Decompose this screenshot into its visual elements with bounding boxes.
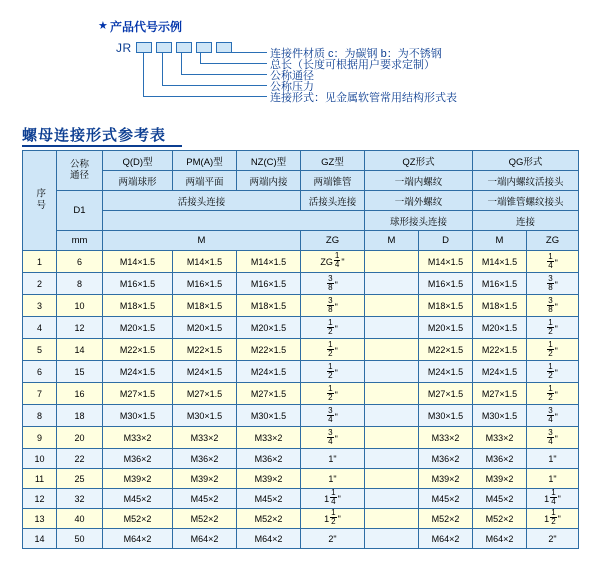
row-qz-m bbox=[365, 361, 419, 383]
code-box-4 bbox=[196, 42, 212, 53]
row-index: 1 bbox=[23, 251, 57, 273]
row-gz-zg: $\frac{1}{2}$ " bbox=[301, 383, 365, 405]
row-nz-m: M22×1.5 bbox=[237, 339, 301, 361]
row-pm-m: M18×1.5 bbox=[173, 295, 237, 317]
row-gz-zg: $\frac{3}{8}$ " bbox=[301, 295, 365, 317]
row-pm-m: M52×2 bbox=[173, 509, 237, 529]
row-pm-m: M27×1.5 bbox=[173, 383, 237, 405]
row-pm-m: M45×2 bbox=[173, 489, 237, 509]
header-conn-qz: 一端外螺纹 bbox=[365, 191, 473, 211]
row-pm-m: M36×2 bbox=[173, 449, 237, 469]
row-qz-m bbox=[365, 509, 419, 529]
row-dn: 40 bbox=[57, 509, 103, 529]
table-row bbox=[23, 405, 579, 427]
row-index: 2 bbox=[23, 273, 57, 295]
row-gz-zg: 1" bbox=[301, 469, 365, 489]
row-qz-m bbox=[365, 273, 419, 295]
row-nz-m: M33×2 bbox=[237, 427, 301, 449]
row-qg-zg: 1" bbox=[527, 469, 579, 489]
header-group-gz: GZ型 bbox=[301, 151, 365, 171]
table-row bbox=[23, 383, 579, 405]
row-qd-m: M39×2 bbox=[103, 469, 173, 489]
row-qd-m: M14×1.5 bbox=[103, 251, 173, 273]
header-unit-qg-m: M bbox=[473, 231, 527, 251]
row-dn: 20 bbox=[57, 427, 103, 449]
row-qg-m: M30×1.5 bbox=[473, 405, 527, 427]
leader-v-2 bbox=[162, 52, 163, 85]
header-type-nz: 两端内接 bbox=[237, 171, 301, 191]
row-pm-m: M14×1.5 bbox=[173, 251, 237, 273]
row-qd-m: M30×1.5 bbox=[103, 405, 173, 427]
header-group-qz: QZ形式 bbox=[365, 151, 473, 171]
row-gz-zg: 2" bbox=[301, 529, 365, 549]
header-conn-qg: 一端锥管螺纹接头 bbox=[473, 191, 579, 211]
row-qz-d: M36×2 bbox=[419, 449, 473, 469]
row-index: 4 bbox=[23, 317, 57, 339]
header-group-qg: QG形式 bbox=[473, 151, 579, 171]
row-qz-m bbox=[365, 251, 419, 273]
row-qz-m bbox=[365, 295, 419, 317]
row-qz-d: M39×2 bbox=[419, 469, 473, 489]
row-dn: 32 bbox=[57, 489, 103, 509]
row-qz-d: M27×1.5 bbox=[419, 383, 473, 405]
header-unit-qz-d: D bbox=[419, 231, 473, 251]
header-row-units bbox=[23, 231, 579, 251]
row-qz-m bbox=[365, 383, 419, 405]
row-pm-m: M20×1.5 bbox=[173, 317, 237, 339]
row-qz-m bbox=[365, 405, 419, 427]
row-gz-zg: 1 $\frac{1}{4}$ " bbox=[301, 489, 365, 509]
row-qg-m: M20×1.5 bbox=[473, 317, 527, 339]
header-ball-qz: 球形接头连接 bbox=[365, 211, 473, 231]
header-row-connection bbox=[23, 191, 579, 211]
row-qg-zg: $\frac{3}{8}$ " bbox=[527, 295, 579, 317]
callout-connection-type: 连接形式：见金属软管常用结构形式表 bbox=[270, 92, 457, 104]
row-qg-zg: 1 $\frac{1}{4}$ " bbox=[527, 489, 579, 509]
row-gz-zg: $\frac{3}{8}$ " bbox=[301, 273, 365, 295]
row-nz-m: M36×2 bbox=[237, 449, 301, 469]
row-qz-m bbox=[365, 449, 419, 469]
row-qz-d: M64×2 bbox=[419, 529, 473, 549]
row-index: 12 bbox=[23, 489, 57, 509]
row-qd-m: M33×2 bbox=[103, 427, 173, 449]
row-dn: 14 bbox=[57, 339, 103, 361]
row-dn: 22 bbox=[57, 449, 103, 469]
row-qd-m: M18×1.5 bbox=[103, 295, 173, 317]
table-row bbox=[23, 427, 579, 449]
row-dn: 16 bbox=[57, 383, 103, 405]
header-row-ball bbox=[23, 211, 579, 231]
row-nz-m: M52×2 bbox=[237, 509, 301, 529]
leader-v-4 bbox=[200, 52, 201, 63]
table-row bbox=[23, 509, 579, 529]
header-row-group bbox=[23, 151, 579, 171]
row-qg-zg: $\frac{3}{8}$ " bbox=[527, 273, 579, 295]
row-qz-m bbox=[365, 339, 419, 361]
row-dn: 8 bbox=[57, 273, 103, 295]
nut-connection-table-wrap bbox=[22, 150, 578, 549]
row-qg-zg: $\frac{1}{2}$ " bbox=[527, 339, 579, 361]
row-qd-m: M36×2 bbox=[103, 449, 173, 469]
row-qg-m: M33×2 bbox=[473, 427, 527, 449]
row-qz-m bbox=[365, 529, 419, 549]
row-qg-m: M52×2 bbox=[473, 509, 527, 529]
row-qd-m: M52×2 bbox=[103, 509, 173, 529]
row-index: 10 bbox=[23, 449, 57, 469]
header-unit-qg-zg: ZG bbox=[527, 231, 579, 251]
leader-h-4 bbox=[200, 63, 267, 64]
callout-nominal-pressure: 公称压力 bbox=[270, 81, 314, 93]
row-pm-m: M33×2 bbox=[173, 427, 237, 449]
row-qz-d: M18×1.5 bbox=[419, 295, 473, 317]
header-group-pm: PM(A)型 bbox=[173, 151, 237, 171]
row-qd-m: M24×1.5 bbox=[103, 361, 173, 383]
row-gz-zg: $\frac{3}{4}$ " bbox=[301, 427, 365, 449]
row-qg-m: M45×2 bbox=[473, 489, 527, 509]
row-nz-m: M20×1.5 bbox=[237, 317, 301, 339]
row-qz-m bbox=[365, 317, 419, 339]
header-type-pm: 两端平面 bbox=[173, 171, 237, 191]
header-unit-qz-m: M bbox=[365, 231, 419, 251]
row-index: 11 bbox=[23, 469, 57, 489]
row-qz-d: M22×1.5 bbox=[419, 339, 473, 361]
row-qd-m: M45×2 bbox=[103, 489, 173, 509]
row-gz-zg: $\frac{1}{2}$ " bbox=[301, 361, 365, 383]
code-box-3 bbox=[176, 42, 192, 53]
row-nz-m: M24×1.5 bbox=[237, 361, 301, 383]
row-qg-zg: 1 $\frac{1}{2}$ " bbox=[527, 509, 579, 529]
legend-title: 产品代号示例 bbox=[110, 20, 183, 34]
row-gz-zg: 1" bbox=[301, 449, 365, 469]
row-pm-m: M39×2 bbox=[173, 469, 237, 489]
leader-h-2 bbox=[162, 85, 267, 86]
star-icon: ★ bbox=[98, 20, 108, 32]
row-nz-m: M30×1.5 bbox=[237, 405, 301, 427]
row-nz-m: M18×1.5 bbox=[237, 295, 301, 317]
row-nz-m: M14×1.5 bbox=[237, 251, 301, 273]
row-dn: 18 bbox=[57, 405, 103, 427]
header-type-qg: 一端内螺纹活接头 bbox=[473, 171, 579, 191]
product-code-boxes bbox=[136, 42, 232, 53]
row-index: 3 bbox=[23, 295, 57, 317]
table-row bbox=[23, 449, 579, 469]
row-qd-m: M27×1.5 bbox=[103, 383, 173, 405]
table-body bbox=[23, 251, 579, 549]
row-dn: 10 bbox=[57, 295, 103, 317]
row-qd-m: M22×1.5 bbox=[103, 339, 173, 361]
leader-h-1 bbox=[143, 96, 267, 97]
header-unit-zg: ZG bbox=[301, 231, 365, 251]
table-row bbox=[23, 469, 579, 489]
header-dn-d1: D1 bbox=[57, 191, 103, 231]
header-type-gz: 两端锥管 bbox=[301, 171, 365, 191]
row-gz-zg: ZG $\frac{1}{4}$ " bbox=[301, 251, 365, 273]
row-qz-d: M52×2 bbox=[419, 509, 473, 529]
row-qg-m: M39×2 bbox=[473, 469, 527, 489]
code-box-2 bbox=[156, 42, 172, 53]
header-row-type bbox=[23, 171, 579, 191]
row-qz-m bbox=[365, 427, 419, 449]
row-qz-m bbox=[365, 489, 419, 509]
row-index: 14 bbox=[23, 529, 57, 549]
callout-length: 总长（长度可根据用户要求定制） bbox=[270, 59, 435, 71]
row-qz-d: M24×1.5 bbox=[419, 361, 473, 383]
row-dn: 6 bbox=[57, 251, 103, 273]
row-pm-m: M30×1.5 bbox=[173, 405, 237, 427]
row-qz-d: M30×1.5 bbox=[419, 405, 473, 427]
table-row bbox=[23, 529, 579, 549]
row-nz-m: M64×2 bbox=[237, 529, 301, 549]
row-qz-d: M33×2 bbox=[419, 427, 473, 449]
row-index: 13 bbox=[23, 509, 57, 529]
row-qz-d: M45×2 bbox=[419, 489, 473, 509]
row-qz-d: M14×1.5 bbox=[419, 251, 473, 273]
table-header bbox=[23, 151, 579, 251]
row-qz-d: M20×1.5 bbox=[419, 317, 473, 339]
header-unit-m: M bbox=[103, 231, 301, 251]
leader-h-3 bbox=[181, 74, 267, 75]
row-qg-m: M27×1.5 bbox=[473, 383, 527, 405]
row-qg-m: M64×2 bbox=[473, 529, 527, 549]
row-pm-m: M64×2 bbox=[173, 529, 237, 549]
row-gz-zg: $\frac{1}{2}$ " bbox=[301, 339, 365, 361]
row-qg-m: M24×1.5 bbox=[473, 361, 527, 383]
product-code-prefix: JR bbox=[116, 41, 132, 55]
callout-material: 连接件材质 c：为碳钢 b：为不锈钢 bbox=[270, 48, 442, 60]
table-row bbox=[23, 317, 579, 339]
header-group-nz: NZ(C)型 bbox=[237, 151, 301, 171]
row-dn: 50 bbox=[57, 529, 103, 549]
row-qg-m: M18×1.5 bbox=[473, 295, 527, 317]
row-qz-d: M16×1.5 bbox=[419, 273, 473, 295]
table-row bbox=[23, 489, 579, 509]
row-nz-m: M27×1.5 bbox=[237, 383, 301, 405]
row-qd-m: M20×1.5 bbox=[103, 317, 173, 339]
row-qg-zg: $\frac{3}{4}$ " bbox=[527, 405, 579, 427]
row-dn: 25 bbox=[57, 469, 103, 489]
row-nz-m: M39×2 bbox=[237, 469, 301, 489]
header-group-qd: Q(D)型 bbox=[103, 151, 173, 171]
table-row bbox=[23, 339, 579, 361]
row-index: 6 bbox=[23, 361, 57, 383]
row-index: 9 bbox=[23, 427, 57, 449]
table-row bbox=[23, 295, 579, 317]
row-qg-zg: 1" bbox=[527, 449, 579, 469]
row-qg-zg: $\frac{1}{4}$ " bbox=[527, 251, 579, 273]
row-gz-zg: $\frac{1}{2}$ " bbox=[301, 317, 365, 339]
row-nz-m: M45×2 bbox=[237, 489, 301, 509]
header-type-qd: 两端球形 bbox=[103, 171, 173, 191]
row-qg-m: M16×1.5 bbox=[473, 273, 527, 295]
row-qz-m bbox=[365, 469, 419, 489]
row-qd-m: M16×1.5 bbox=[103, 273, 173, 295]
table-row bbox=[23, 361, 579, 383]
header-conn-gz: 活接头连接 bbox=[301, 191, 365, 211]
row-index: 5 bbox=[23, 339, 57, 361]
row-pm-m: M22×1.5 bbox=[173, 339, 237, 361]
row-qg-m: M22×1.5 bbox=[473, 339, 527, 361]
row-gz-zg: 1 $\frac{1}{2}$ " bbox=[301, 509, 365, 529]
row-qg-zg: $\frac{1}{2}$ " bbox=[527, 361, 579, 383]
leader-h-5 bbox=[219, 52, 267, 53]
table-row bbox=[23, 273, 579, 295]
nut-connection-table bbox=[22, 150, 579, 549]
row-qg-zg: 2" bbox=[527, 529, 579, 549]
row-gz-zg: $\frac{3}{4}$ " bbox=[301, 405, 365, 427]
product-code-legend bbox=[0, 0, 600, 118]
leader-v-3 bbox=[181, 52, 182, 74]
code-box-1 bbox=[136, 42, 152, 53]
row-qg-zg: $\frac{3}{4}$ " bbox=[527, 427, 579, 449]
header-blank bbox=[103, 211, 365, 231]
page-title: 螺母连接形式参考表 bbox=[22, 127, 167, 144]
row-pm-m: M16×1.5 bbox=[173, 273, 237, 295]
header-index: 序号 bbox=[23, 151, 57, 251]
row-dn: 12 bbox=[57, 317, 103, 339]
callout-nominal-dia: 公称通径 bbox=[270, 70, 314, 82]
row-qd-m: M64×2 bbox=[103, 529, 173, 549]
header-dn: 公称 通径 bbox=[57, 151, 103, 191]
title-underline bbox=[22, 145, 182, 147]
table-row bbox=[23, 251, 579, 273]
row-nz-m: M16×1.5 bbox=[237, 273, 301, 295]
row-index: 8 bbox=[23, 405, 57, 427]
row-qg-zg: $\frac{1}{2}$ " bbox=[527, 317, 579, 339]
row-dn: 15 bbox=[57, 361, 103, 383]
row-qg-zg: $\frac{1}{2}$ " bbox=[527, 383, 579, 405]
row-qg-m: M14×1.5 bbox=[473, 251, 527, 273]
row-pm-m: M24×1.5 bbox=[173, 361, 237, 383]
header-conn-qg2: 连接 bbox=[473, 211, 579, 231]
row-qg-m: M36×2 bbox=[473, 449, 527, 469]
header-unit-mm: mm bbox=[57, 231, 103, 251]
leader-v-1 bbox=[143, 52, 144, 96]
header-conn-left: 活接头连接 bbox=[103, 191, 301, 211]
row-index: 7 bbox=[23, 383, 57, 405]
header-type-qz: 一端内螺纹 bbox=[365, 171, 473, 191]
